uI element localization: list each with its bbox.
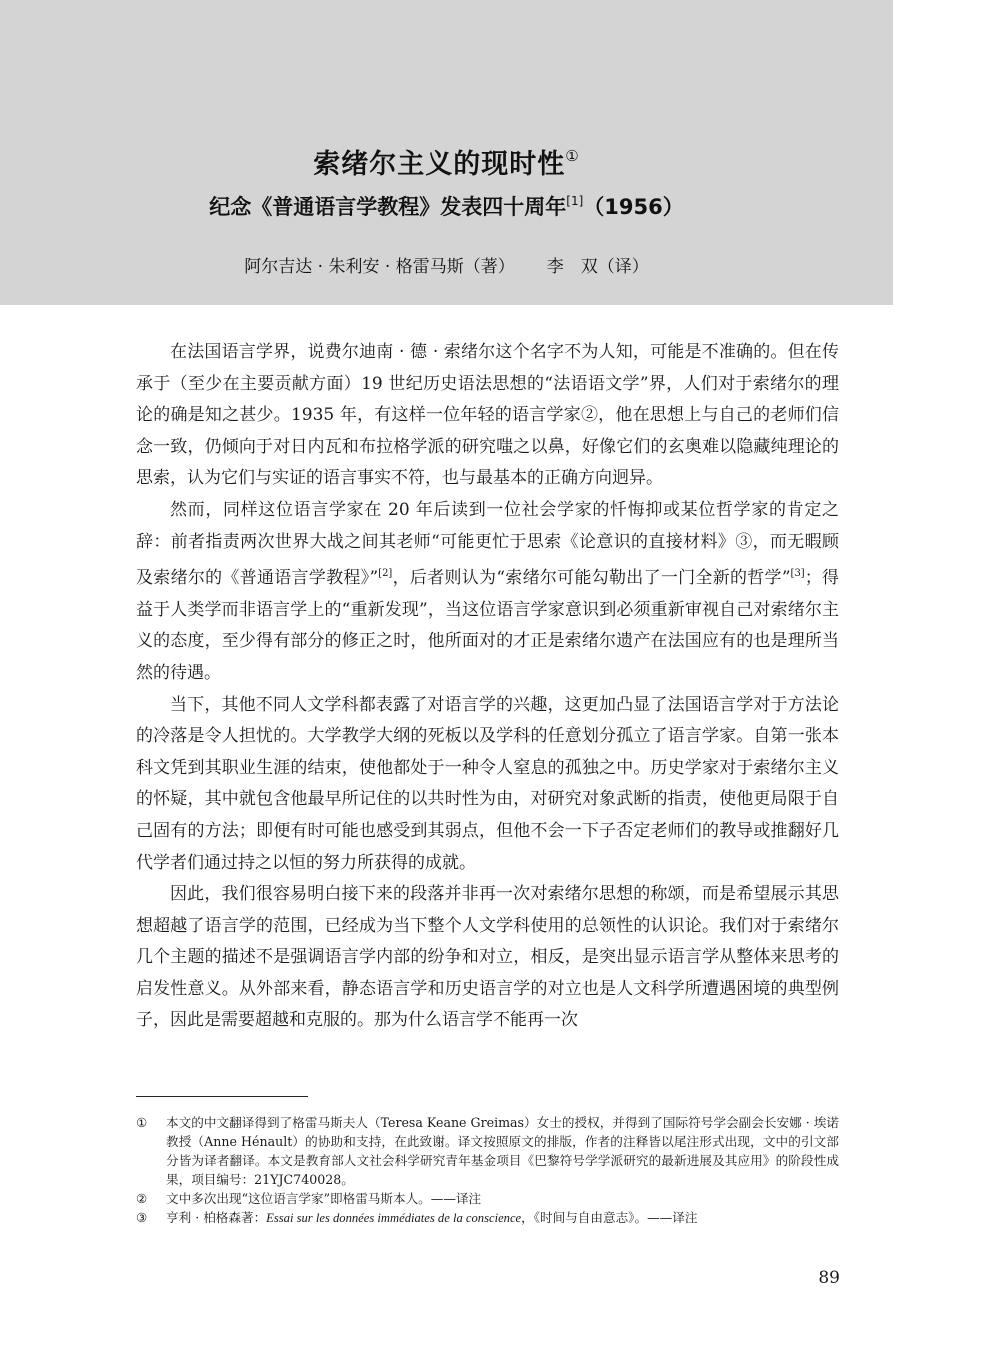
footnote-3 — [136, 1208, 839, 1228]
footnote-1 — [136, 1113, 839, 1189]
footnote-divider — [136, 1096, 308, 1097]
paragraph-text: ，而无暇顾及索绪尔的《普通语言学教程》” — [136, 531, 839, 589]
footnote-text: 本文的中文翻译得到了格雷马斯夫人（Teresa Keane Greimas）女士的授权，并得到了国际符号学会副会长安娜 · 埃诺教授（Anne Hénault）的协助和支持，在此致谢。译文按照原文的排版，作者的注释皆以尾注形式出现，文中的引文部分皆为译者翻译。本文是教育部人文社会科学研究青年基金项目《巴黎符号学学派研究的最新进展及其应用》的阶段性成果，项目编号：21YJC740028。 — [166, 1115, 839, 1187]
footnote-text: ，《时间与自由意志》。——译注 — [521, 1210, 698, 1225]
page-number: 89 — [818, 1268, 840, 1288]
reference-marker[interactable]: [3] — [790, 568, 805, 580]
paragraph-text: ，他在思想上与自己的老师们信念一致，仍倾向于对日内瓦和布拉格学派的研究嗤之以鼻，好像它们的玄奥难以隐藏纯理论的思索，认为它们与实证的语言事实不符，也与最基本的正确方向迥异。 — [136, 405, 840, 489]
paragraph-2 — [136, 495, 839, 690]
title-text: 索绪尔主义的现时性 — [313, 149, 566, 180]
title-footnote-marker[interactable]: ① — [565, 147, 580, 165]
footnote-marker: ② — [136, 1191, 148, 1206]
paragraph-3: 当下，其他不同人文学科都表露了对语言学的兴趣，这更加凸显了法国语言学对于方法论的冷落是令人担忧的。大学教学大纲的死板以及学科的任意划分孤立了语言学家。自第一张本科文凭到其职业生涯的结束，使他都处于一种令人窒息的孤独之中。历史学家对于索绪尔主义的怀疑，其中就包含他最早所记住的以共时性为由，对研究对象武断的指责，使他更局限于自己固有的方法；即便有时可能也感受到其弱点，但他不会一下子否定老师们的教导或推翻好几代学者们通过持之以恒的努力所获得的成就。 — [136, 694, 839, 873]
footnote-marker[interactable]: ③ — [735, 531, 753, 552]
subtitle-text: 纪念《普通语言学教程》发表四十周年 — [209, 195, 567, 219]
footnote-text: 亨利 · 柏格森著： — [166, 1210, 267, 1225]
article-subtitle — [0, 191, 893, 221]
subtitle-year: （1956） — [583, 195, 684, 219]
author-name: 阿尔吉达 · 朱利安 · 格雷马斯（著） — [244, 257, 515, 277]
footnotes — [136, 1113, 839, 1228]
paragraph-4: 因此，我们很容易明白接下来的段落并非再一次对索绪尔思想的称颂，而是希望展示其思想超越了语言学的范围，已经成为当下整个人文学科使用的总领性的认识论。我们对于索绪尔几个主题的描述不是强调语言学内部的纷争和对立，相反，是突出显示语言学从整体来思考的启发性意义。从外部来看，静态语言学和历史语言学的对立也是人文科学所遭遇困境的典型例子，因此是需要超越和克服的。那为什么语言学不能再一次 — [136, 884, 839, 1031]
paragraph-text: ；得益于人类学而非语言学上的“重新发现”，当这位语言学家意识到必须重新审视自己对索绪尔主义的态度，至少得有部分的修正之时，他所面对的才正是索绪尔遗产在法国应有的也是理所当然的待遇。 — [136, 568, 840, 683]
paragraph-text: 然而，同样这位语言学家在 20 年后读到一位社会学家的忏悔抑或某位哲学家的肯定之辞：前者指责两次世界大战之间其老师“可能更忙于思索《论意识的直接材料》 — [136, 499, 839, 552]
paragraph-text: ，后者则认为“索绪尔可能勾勒出了一门全新的哲学” — [392, 568, 791, 589]
article-title — [0, 142, 893, 181]
book-title-italic: Essai sur les données immédiates de la conscience — [266, 1211, 522, 1225]
footnote-marker: ③ — [136, 1210, 148, 1225]
footnote-text: 文中多次出现“这位语言学家”即格雷马斯本人。——译注 — [166, 1191, 482, 1206]
paragraph-text: 在法国语言学界，说费尔迪南 · 德 · 索绪尔这个名字不为人知，可能是不准确的。但在传承于（至少在主要贡献方面）19 世纪历史语法思想的“法语语文学”界，人们对于索绪尔的理论的确是知之甚少。1935 年，有这样一位年轻的语言学家 — [136, 342, 839, 426]
title-banner — [0, 0, 893, 305]
subtitle-reference-marker[interactable]: [1] — [566, 194, 584, 208]
footnote-2 — [136, 1189, 839, 1208]
paragraph-1 — [136, 337, 839, 495]
reference-marker[interactable]: [2] — [378, 568, 393, 580]
byline — [0, 252, 893, 277]
translator-name: 李 双（译） — [546, 257, 649, 277]
footnote-marker: ① — [136, 1115, 148, 1130]
footnote-marker[interactable]: ② — [580, 405, 599, 426]
article-body — [136, 337, 839, 1037]
